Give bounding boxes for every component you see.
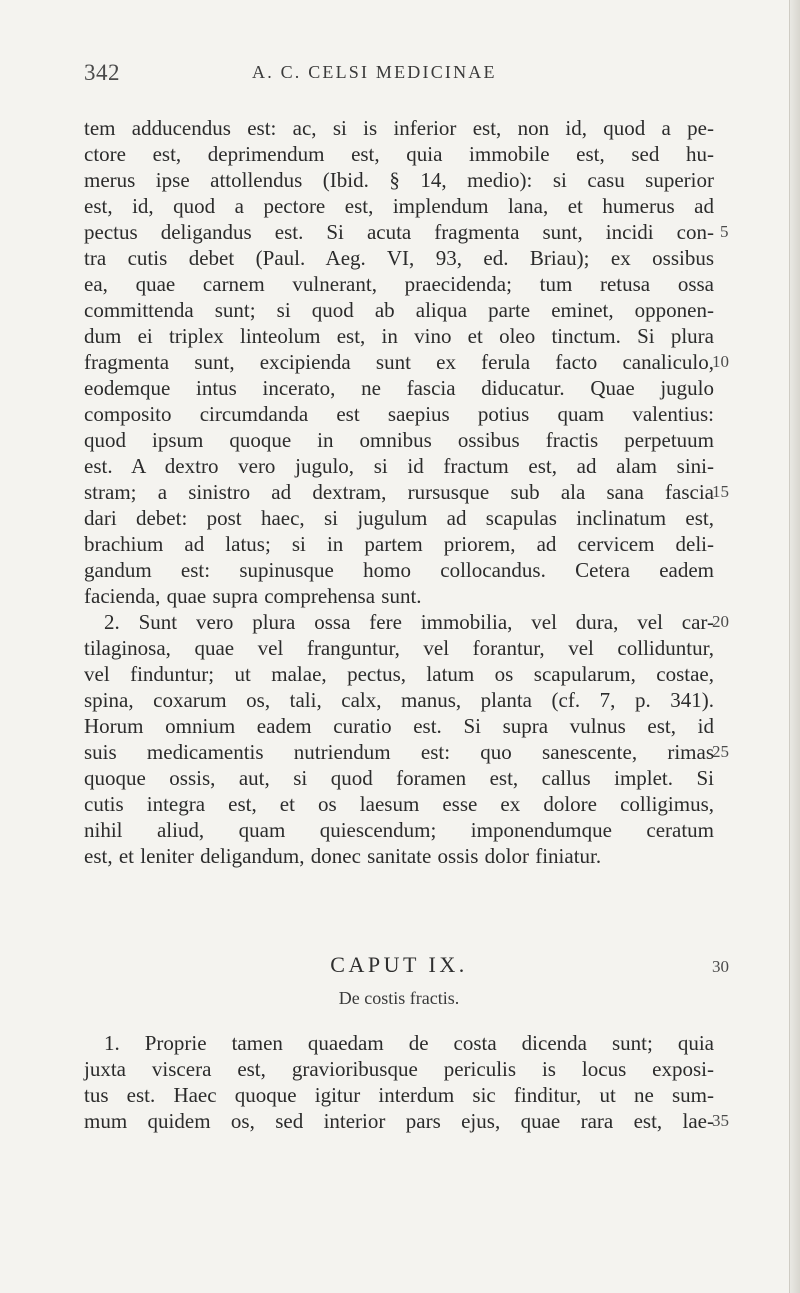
text-line: nihil aliud, quam quiescendum; imponendumque ceratum	[84, 818, 714, 842]
text-line: Horum omnium eadem curatio est. Si supra vulnus est, id	[84, 714, 714, 738]
text-line: est. A dextro vero jugulo, si id fractum est, ad alam sini-	[84, 454, 714, 478]
text-line: 1. Proprie tamen quaedam de costa dicenda sunt; quia	[104, 1031, 714, 1055]
text-line: mum quidem os, sed interior pars ejus, quae rara est, lae-	[84, 1109, 714, 1133]
line-number: 35	[712, 1111, 729, 1130]
line-number: 25	[712, 742, 729, 761]
text-line: vel finduntur; ut malae, pectus, latum os scapularum, costae,	[84, 662, 714, 686]
paragraph-1	[84, 115, 714, 609]
text-line: tra cutis debet (Paul. Aeg. VI, 93, ed. Briau); ex ossibus	[84, 246, 714, 270]
text-line: stram; a sinistro ad dextram, rursusque sub ala sana fascia	[84, 480, 714, 504]
text-line: facienda, quae supra comprehensa sunt.	[84, 584, 422, 608]
paragraph-2	[84, 609, 714, 869]
text-line: merus ipse attollendus (Ibid. § 14, medio): si casu superior	[84, 168, 714, 192]
line-number: 5	[720, 222, 729, 241]
text-line: fragmenta sunt, excipienda sunt ex ferula facto canaliculo,	[84, 350, 714, 374]
text-line: tem adducendus est: ac, si is inferior est, non id, quod a pe-	[84, 116, 714, 140]
text-line: brachium ad latus; si in partem priorem, ad cervicem deli-	[84, 532, 714, 556]
text-line: ea, quae carnem vulnerant, praecidenda; tum retusa ossa	[84, 272, 714, 296]
text-line: 2. Sunt vero plura ossa fere immobilia, vel dura, vel car-	[104, 610, 714, 634]
page-header	[84, 60, 740, 90]
text-line: dum ei triplex linteolum est, in vino et oleo tinctum. Si plura	[84, 324, 714, 348]
text-line: tilaginosa, quae vel franguntur, vel forantur, vel colliduntur,	[84, 636, 714, 660]
paragraph-3	[84, 1030, 714, 1134]
text-line: cutis integra est, et os laesum esse ex dolore colligimus,	[84, 792, 714, 816]
text-line: quod ipsum quoque in omnibus ossibus fractis perpetuum	[84, 428, 714, 452]
line-number: 20	[712, 612, 729, 631]
line-number: 10	[712, 352, 729, 371]
text-line: dari debet: post haec, si jugulum ad scapulas inclinatum est,	[84, 506, 714, 530]
text-line: quoque ossis, aut, si quod foramen est, callus implet. Si	[84, 766, 714, 790]
text-line: suis medicamentis nutriendum est: quo sanescente, rimas	[84, 740, 714, 764]
chapter-heading: CAPUT IX.	[330, 952, 468, 977]
line-number: 15	[712, 482, 729, 501]
text-line: ctore est, deprimendum est, quia immobile est, sed hu-	[84, 142, 714, 166]
text-line: est, id, quod a pectore est, implendum lana, et humerus ad	[84, 194, 714, 218]
text-line: juxta viscera est, gravioribusque periculis is locus exposi-	[84, 1057, 714, 1081]
text-line: eodemque intus incerato, ne fascia diducatur. Quae jugulo	[84, 376, 714, 400]
text-line: tus est. Haec quoque igitur interdum sic finditur, ut ne sum-	[84, 1083, 714, 1107]
line-number: 30	[712, 957, 729, 976]
page-edge	[789, 0, 800, 1293]
running-head: A. C. CELSI MEDICINAE	[252, 62, 497, 82]
text-line: composito circumdanda est saepius potius quam valentius:	[84, 402, 714, 426]
text-line: pectus deligandus est. Si acuta fragmenta sunt, incidi con-	[84, 220, 714, 244]
page-number: 342	[84, 60, 120, 85]
text-line: est, et leniter deligandum, donec sanitate ossis dolor finiatur.	[84, 844, 602, 868]
text-line: spina, coxarum os, tali, calx, manus, planta (cf. 7, p. 341).	[84, 688, 714, 712]
chapter-subtitle: De costis fractis.	[338, 988, 460, 1008]
text-line: committenda sunt; si quod ab aliqua parte eminet, opponen-	[84, 298, 714, 322]
text-line: gandum est: supinusque homo collocandus. Cetera eadem	[84, 558, 714, 582]
